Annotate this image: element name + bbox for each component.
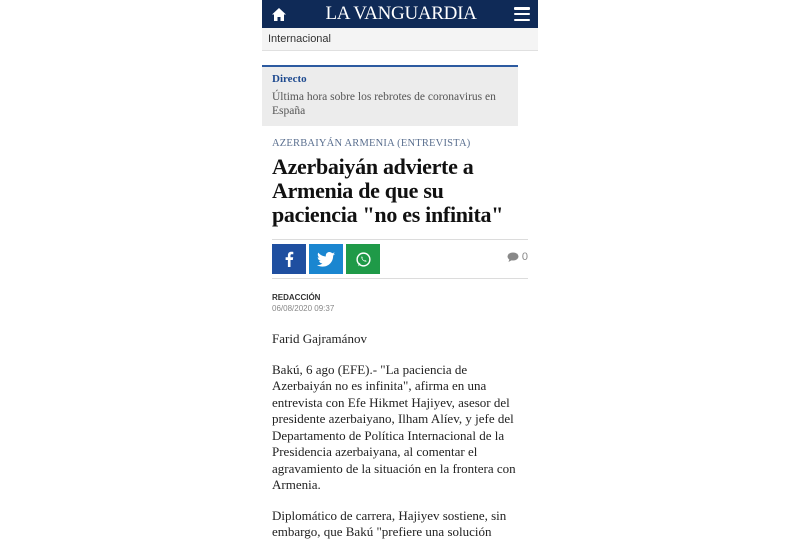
twitter-icon: [317, 252, 335, 267]
comment-bubble-icon: [507, 252, 519, 262]
facebook-icon: [284, 251, 294, 267]
hamburger-menu-icon[interactable]: [514, 7, 530, 21]
site-logo[interactable]: LA VANGUARDIA: [325, 3, 477, 24]
live-headline-link[interactable]: Última hora sobre los rebrotes de coronavirus en España: [272, 91, 496, 117]
mobile-page: [262, 0, 538, 550]
live-news-box[interactable]: [262, 65, 518, 126]
author-name: REDACCIÓN: [272, 293, 321, 302]
publish-date: 06/08/2020 09:37: [272, 304, 335, 313]
whatsapp-icon: [355, 251, 372, 268]
article-body: [272, 331, 528, 541]
facebook-share-button[interactable]: [272, 244, 306, 274]
whatsapp-share-button[interactable]: [346, 244, 380, 274]
live-label: Directo: [272, 73, 307, 85]
paragraph: Farid Gajramánov: [272, 331, 367, 346]
paragraph: Diplomático de carrera, Hajiyev sostiene, sin embargo, que Bakú "prefiere una solución: [272, 507, 507, 539]
byline: [272, 293, 528, 313]
section-breadcrumb[interactable]: [262, 28, 538, 51]
article: [262, 138, 538, 541]
home-icon[interactable]: [270, 5, 288, 23]
top-navigation-bar: [262, 0, 538, 28]
twitter-share-button[interactable]: [309, 244, 343, 274]
share-bar: [272, 239, 528, 279]
paragraph: Bakú, 6 ago (EFE).- "La paciencia de Azerbaiyán no es infinita", afirma en una entrevista con Efe Hikmet Hajiyev, asesor del presidente azerbaiyano, Ilham Alíev, y jefe del Departamento de Política Internacional de la Presidencia azerbaiyana, al comentar el agravamiento de la situación en la frontera con Armenia.: [272, 361, 516, 492]
section-label[interactable]: Internacional: [268, 33, 331, 45]
article-headline: Azerbaiyán advierte a Armenia de que su paciencia "no es infinita": [272, 154, 504, 227]
comments-counter[interactable]: [507, 251, 528, 263]
article-kicker[interactable]: AZERBAIYÁN ARMENIA (ENTREVISTA): [272, 138, 471, 149]
comments-count: 0: [521, 251, 528, 263]
